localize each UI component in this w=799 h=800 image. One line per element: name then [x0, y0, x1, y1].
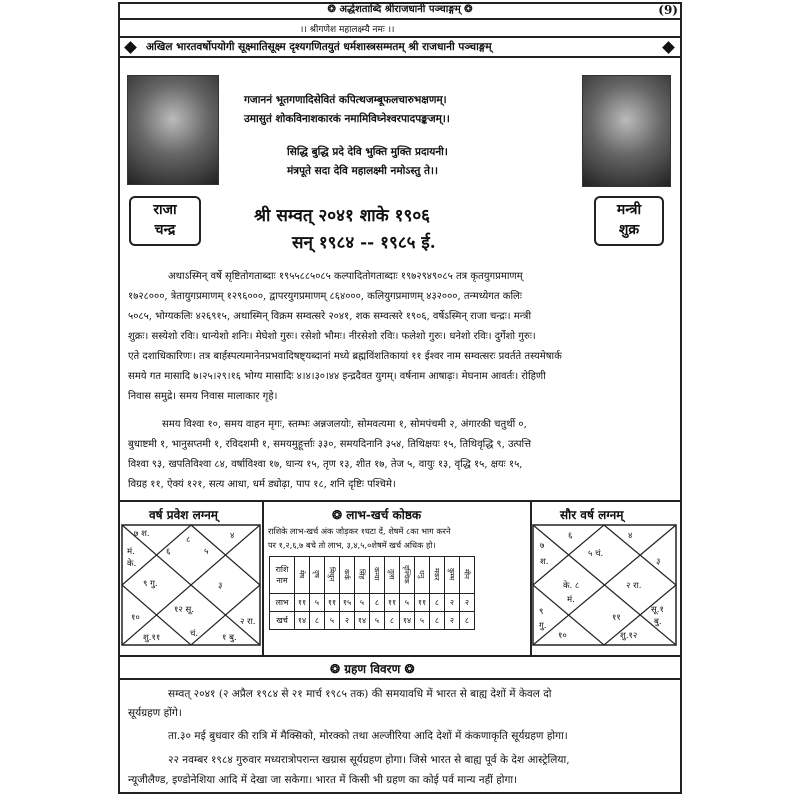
row-head-labh: लाभ — [270, 594, 295, 612]
section-divider — [120, 655, 680, 657]
kundli-label: २ रा. — [240, 617, 256, 627]
kharch-cell: ५ — [415, 612, 430, 630]
kundli-label: शु.११ — [143, 633, 161, 643]
rashi-header-cell — [415, 557, 430, 594]
kharch-cell: १४ — [295, 612, 310, 630]
kundli-label: ७ श. — [134, 529, 150, 539]
labh-kharch-note: राशिके लाभ-खर्च अंक जोड़कर १घटा दें, शेषमें ८का भाग करने — [268, 526, 451, 536]
kundli-label: १२ सू. — [174, 605, 194, 615]
section-divider — [120, 678, 680, 680]
kundli-label: ४ — [628, 531, 633, 541]
rashi-name: मकर — [432, 567, 441, 581]
kharch-cell: १४ — [355, 612, 370, 630]
labh-kharch-title: ❂ लाभ-खर्च कोष्ठक — [332, 508, 422, 522]
grahan-line: सम्वत् २०४१ (२ अप्रैल १९८४ से २१ मार्च १९८५ तक) की समयावधि में भारत से बाह्य देशों में केवल दो — [168, 688, 552, 700]
row-head-kharch: खर्च — [270, 612, 295, 630]
verse-line: उमासुतं शोकविनाशकारकं नमामिविघ्नेश्वरपादपङ्कजम्।। — [244, 113, 450, 125]
deity-image-lakshmi — [127, 75, 219, 185]
rashi-header-cell — [370, 557, 385, 594]
raja-box — [129, 196, 201, 246]
banner-title: अखिल भारतवर्षोपयोगी सूक्ष्मातिसूक्ष्म दृश्यगणितयुतं धर्मशास्त्रसम्मतम् श्री राजधानी पञ्चाङ्गम् — [146, 41, 492, 53]
verse-line: मंत्रपूते सदा देवि महालक्ष्मी नमोऽस्तु ते।। — [287, 165, 438, 177]
kundli-label: ३ — [218, 581, 223, 591]
rashi-header-cell — [325, 557, 340, 594]
mantri-planet: शुक्र — [618, 222, 640, 238]
labh-cell: २ — [445, 594, 460, 612]
rashi-header-cell — [460, 557, 475, 594]
kharch-cell: ८ — [310, 612, 325, 630]
rashi-name: मीन — [462, 569, 471, 579]
para1-line: समये गत मासादि ७।२५।२९।१६ भोग्य मासादिः ४।४।३०।४४ इन्द्रदैवत युगम्। वर्षनाम आषाढ़ः। मेघनाम आवर्तः। रोहिणी — [128, 371, 546, 382]
para1-line: निवास समुद्रे। समय निवास मालाकार गृहे। — [128, 391, 278, 402]
grahan-title: ❂ ग्रहण विवरण ❂ — [330, 662, 415, 676]
para2-line: विग्रह ११, ऐक्यं १२१, सत्य आधा, धर्म ड्योढ़ा, पाप १८, शनि दृष्टिः पश्चिमे। — [128, 479, 396, 490]
kundli-label: ११ — [612, 613, 621, 623]
page-header — [118, 2, 682, 20]
invocation: ।। श्रीगणेश महालक्ष्म्यै नमः ।। — [300, 25, 395, 35]
para1-line: अथाऽस्मिन् वर्षे सृष्टितोगताब्दाः १९५५८८५०८५ कल्पादितोगताब्दाः १९७२९४९०८५ तत्र कृतयुगप्रमाणम् — [168, 271, 523, 282]
kharch-cell: ८ — [460, 612, 475, 630]
rashi-name: कुम्भ — [447, 567, 456, 581]
grahan-line: २२ नवम्बर १९८४ गुरुवार मध्यरात्रोपरान्त खग्रास सूर्यग्रहण होगा। जिसे भारत से बाह्य पूर्व के देश आस्ट्रेलिया, — [168, 754, 570, 766]
kundli-label: १ बु. — [222, 633, 237, 643]
kundli-label: सू.१ — [651, 605, 664, 615]
saur-varsh-title: सौर वर्ष लग्नम् — [560, 508, 624, 522]
samvat-line: श्री सम्वत् २०४१ शाके १९०६ — [254, 206, 431, 226]
rashi-name: तुला — [387, 568, 396, 580]
rashi-header-cell — [355, 557, 370, 594]
section-divider — [120, 500, 680, 502]
para1-line: एते दशाधिकारिणः। तत्र बार्हस्पत्यमानेनप्रभवादिषष्ट्यब्दानां मध्ये ब्रह्मविंशतिकायां ११ ईश्वर नाम सम्वत्सरः प्रवर्तते तस्यमेषार्क — [128, 351, 562, 362]
para1-line: ५०८५, भोग्यकलिः ४२६९१५, अथास्मिन् विक्रम सम्वत्सरे २०४१, शक सम्वत्सरे १९०६, वर्षेऽस्मिन् राजा चन्द्रः। मन्त्री — [128, 311, 532, 322]
labh-cell: ११ — [325, 594, 340, 612]
kundli-label: ८ — [186, 535, 191, 545]
kharch-cell: ५ — [370, 612, 385, 630]
labh-kharch-note: पर १,२,६,७ बचे तो लाभ, ३,४,५,०शेषमें खर्च अधिक हो। — [268, 540, 436, 550]
rashi-header-cell — [445, 557, 460, 594]
rashi-header-cell — [310, 557, 325, 594]
kharch-cell: ८ — [385, 612, 400, 630]
kundli-label: ६ — [568, 531, 573, 541]
column-divider — [262, 500, 264, 655]
kundli-label: चं. — [190, 629, 199, 639]
kundli-label: ९ गु. — [143, 579, 158, 589]
rashi-header-cell — [340, 557, 355, 594]
verse-line: सिद्धि बुद्धि प्रदे देवि भुक्ति मुक्ति प्रदायनी। — [287, 146, 448, 158]
verse-line: गजाननं भूतगणादिसेवितं कपित्थजम्बूफलचारुभक्षणम्। — [244, 94, 447, 106]
labh-cell: ११ — [385, 594, 400, 612]
labh-cell: ८ — [430, 594, 445, 612]
san-line: सन् १९८४ -- १९८५ ई. — [292, 233, 436, 253]
kharch-cell: २ — [340, 612, 355, 630]
rashi-header-cell — [430, 557, 445, 594]
kundli-label: ९ — [539, 607, 544, 617]
labh-cell: २ — [460, 594, 475, 612]
varsh-pravesh-title: वर्ष प्रवेश लग्नम् — [149, 508, 218, 522]
kundli-label: के. ८ — [563, 581, 580, 591]
kundli-label: मं. — [127, 547, 135, 557]
labh-cell: १५ — [340, 594, 355, 612]
kundli-label: १० — [558, 631, 567, 641]
raja-label: राजा — [153, 202, 177, 218]
kundli-label: ५ — [204, 547, 209, 557]
saur-varsh-chart — [532, 524, 677, 646]
kharch-cell: २ — [445, 612, 460, 630]
para1-line: १७२८०००, त्रेतायुगप्रमाणम् १२९६०००, द्वापरयुगप्रमाणम् ८६४०००, कलियुगप्रमाणम् ४३२०००, तन्मध्येगत कलिः — [128, 291, 522, 302]
labh-cell: ५ — [355, 594, 370, 612]
mantri-label: मन्त्री — [616, 202, 642, 218]
kundli-label: ६ — [166, 547, 171, 557]
kundli-label: के. — [127, 559, 137, 569]
header-title: ❂ अर्द्धशताब्दि श्रीराजधानी पञ्चाङ्गम् ❂ — [327, 4, 473, 15]
kundli-label: ५ चं. — [588, 549, 604, 559]
kundli-label: श. — [540, 557, 549, 567]
kundli-label: २ रा. — [626, 581, 642, 591]
labh-cell: ११ — [415, 594, 430, 612]
kundli-label: ३ — [656, 557, 661, 567]
kharch-cell: १४ — [400, 612, 415, 630]
kundli-label: ४ — [230, 531, 235, 541]
grahan-line: सूर्यग्रहण होंगे। — [128, 707, 182, 719]
labh-cell: ५ — [400, 594, 415, 612]
labh-cell: ८ — [370, 594, 385, 612]
rashi-name: वृष — [312, 570, 321, 578]
grahan-line: ता.३० मई बुधवार की रात्रि में मैक्सिको, मोरक्को तथा अल्जीरिया आदि देशों में कंकणाकृति सूर्यग्रहण होगा। — [168, 730, 568, 742]
rashi-name: मेष — [297, 569, 306, 579]
para2-line: बुधाष्टमी १, भानुसप्तमी १, रविदशमी १, समयमुहूर्त्ताः ३३०, समयदिनानि ३५४, तिथिक्षयः १५, तिथिवृद्धि ९, उत्पत्ति — [128, 439, 532, 450]
para2-line: विश्वा ९३, खपतिविश्वा ८४, वर्षाविश्वा १७, धान्य १५, तृण १३, शीत १७, तेज ५, वायुः १३, वृद्धि १५, क्षयः १५, — [128, 459, 523, 470]
row-head-rashi: राशि नाम — [270, 557, 295, 594]
labh-cell: ५ — [310, 594, 325, 612]
rashi-name: कन्या — [372, 567, 381, 581]
rashi-name: कर्क — [342, 568, 351, 580]
para2-line: समय विश्वा १०, समय वाहन मृगः, स्तम्भः अन्नजलयोः, सोमवत्यमा १, सोमपंचमी २, अंगारकी चतुर्थी ०, — [162, 419, 527, 430]
kharch-cell: ८ — [430, 612, 445, 630]
para1-line: शुक्रः। सस्येशो रविः। धान्येशो शनिः। मेघेशो गुरुः। रसेशो भौमः। नीरसेशो रविः। फलेशो गुरुः। धनेशो रविः। दुर्गेशो गुरुः। — [128, 331, 536, 342]
kharch-cell: ५ — [325, 612, 340, 630]
rashi-name: धनु — [417, 569, 426, 579]
kundli-label: शु.१२ — [620, 631, 638, 641]
rashi-header-cell — [400, 557, 415, 594]
mantri-box — [594, 196, 664, 246]
kundli-label: ७ — [540, 541, 545, 551]
rashi-name: सिंह — [357, 568, 366, 580]
page-number: (9) — [658, 3, 678, 17]
labh-kharch-table — [269, 556, 475, 630]
grahan-line: न्यूजीलैण्ड, इण्डोनेशिया आदि में देखा जा सकेगा। भारत में किसी भी ग्रहण का कोई पर्व मान्य नहीं होगा। — [128, 774, 518, 786]
rashi-header-cell — [385, 557, 400, 594]
kundli-label: बु. — [654, 617, 662, 627]
raja-planet: चन्द्र — [154, 222, 176, 238]
rashi-name: वृश्चिक — [402, 564, 411, 584]
rashi-header-cell — [295, 557, 310, 594]
rashi-name: मिथुन — [327, 566, 336, 582]
deity-image-ganesha — [582, 75, 671, 187]
kundli-label: मं. — [567, 595, 575, 605]
kundli-label: १० — [131, 613, 140, 623]
kundli-label: गु. — [539, 621, 547, 631]
labh-cell: ११ — [295, 594, 310, 612]
